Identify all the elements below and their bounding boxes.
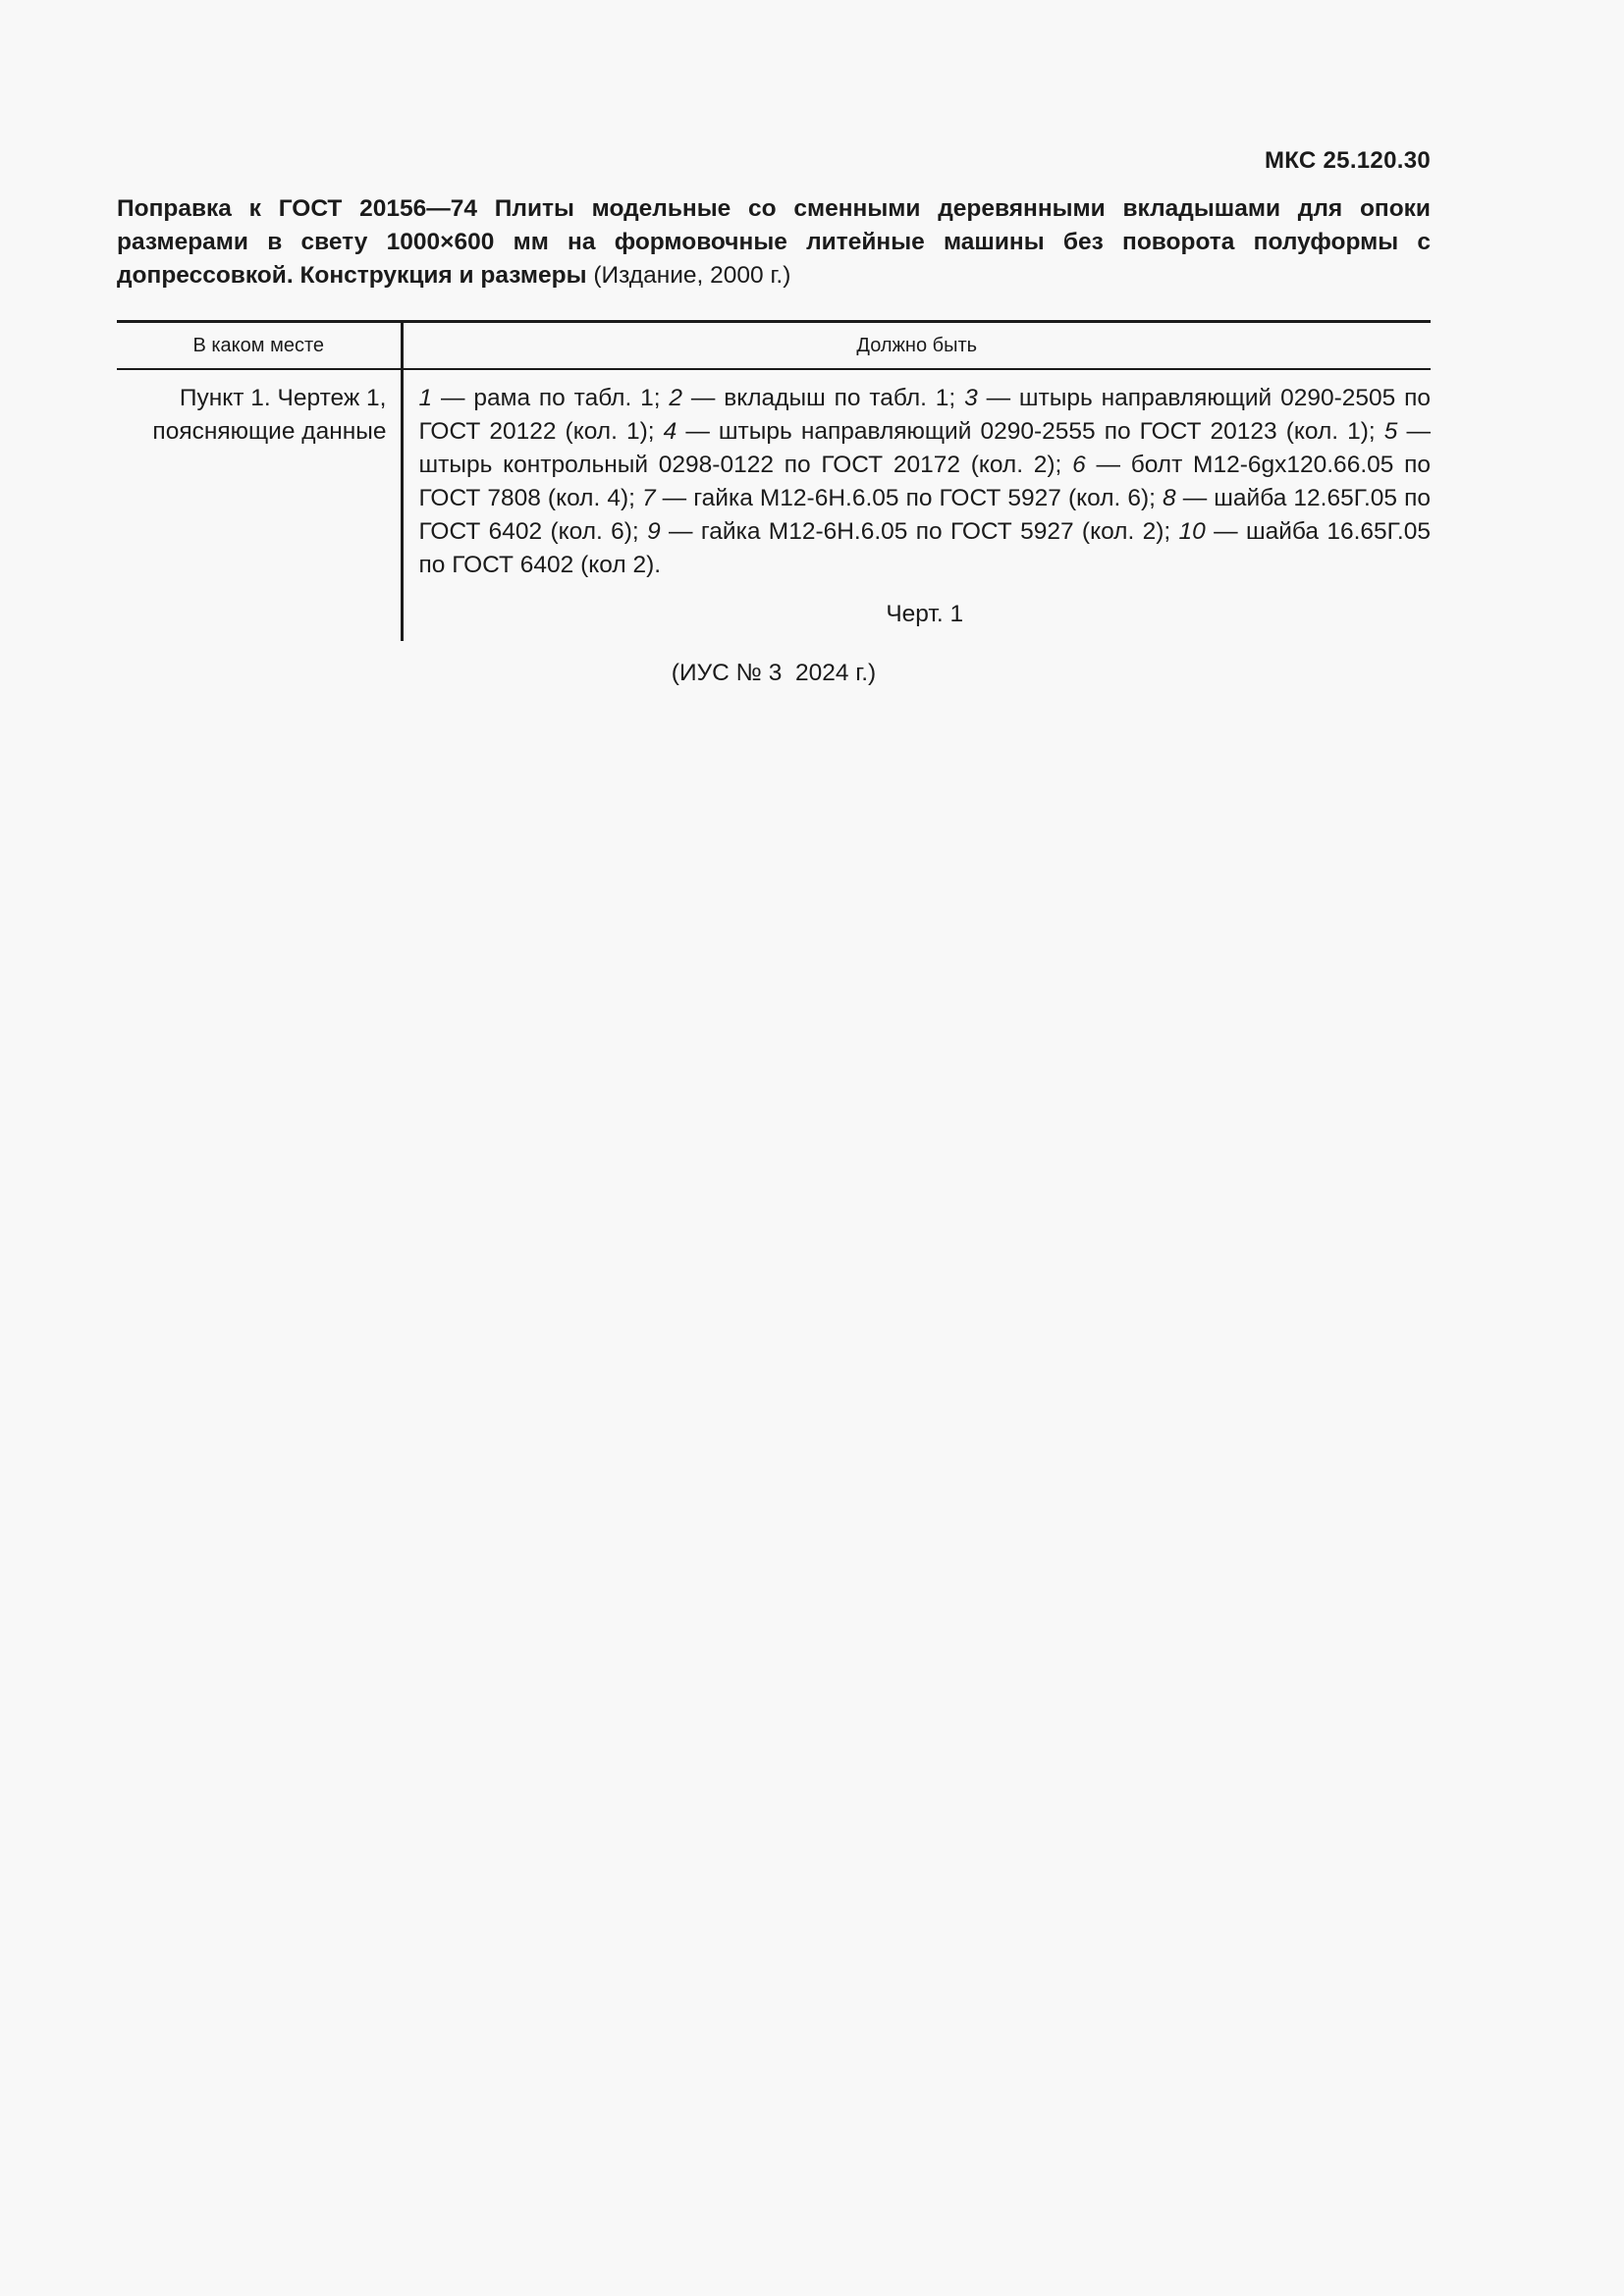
item-text: — штырь направляющий 0290-2505 по ГОСТ 20122 (кол. 1);: [418, 385, 1432, 445]
item-number: 4: [663, 418, 677, 445]
item-text: — гайка М12-6Н.6.05 по ГОСТ 5927 (кол. 6);: [655, 485, 1164, 511]
place-line-2: поясняющие данные: [152, 418, 387, 445]
place-line-1: Пункт 1. Чертеж 1,: [179, 385, 387, 411]
item-number: 9: [647, 518, 661, 545]
item-text: — штырь направляющий 0290-2555 по ГОСТ 20123 (кол. 1);: [677, 418, 1384, 445]
table-header-row: [117, 322, 1431, 370]
ius-reference: (ИУС № 3 2024 г.): [671, 660, 877, 686]
item-number: 7: [641, 485, 656, 511]
item-number: 1: [418, 385, 433, 411]
item-number: 5: [1383, 418, 1398, 445]
item-text: — шайба 12.65Г.05 по ГОСТ 6402 (кол. 6);: [418, 485, 1431, 545]
item-number: 6: [1072, 452, 1086, 478]
header-should-be: Должно быть: [402, 322, 1431, 370]
header-place: В каком месте: [117, 322, 402, 370]
item-number: 10: [1178, 518, 1206, 545]
item-text: — штырь контрольный 0298-0122 по ГОСТ 20172 (кол. 2);: [418, 418, 1432, 478]
item-text: — вкладыш по табл. 1;: [682, 385, 965, 411]
item-number: 3: [964, 385, 978, 411]
amendment-heading: [117, 192, 1431, 293]
item-text: — шайба 16.65Г.05 по ГОСТ 6402 (кол 2).: [418, 518, 1431, 578]
classification-code: МКС 25.120.30: [1265, 147, 1431, 174]
item-text: — рама по табл. 1;: [432, 385, 670, 411]
figure-label: Черт. 1: [886, 601, 964, 627]
amendment-table: [117, 320, 1431, 641]
item-text: — болт М12-6gx120.66.05 по ГОСТ 7808 (кол. 4);: [418, 452, 1431, 511]
item-number: 2: [669, 385, 683, 411]
heading-title: Поправка к ГОСТ 20156—74 Плиты модельные со сменными деревянными вкладышами для опоки размерами в свету 1000×600 мм на формовочные литейные машины без поворота полуформы с допрессовкой. Конструкция и размеры: [117, 195, 1431, 289]
item-number: 8: [1163, 485, 1176, 511]
parts-list: [419, 382, 1432, 582]
item-text: — гайка М12-6Н.6.05 по ГОСТ 5927 (кол. 2);: [660, 518, 1179, 545]
table-row: [117, 369, 1431, 641]
heading-edition: (Издание, 2000 г.): [593, 262, 791, 289]
place-cell: [117, 369, 402, 641]
should-be-cell: [402, 369, 1431, 641]
